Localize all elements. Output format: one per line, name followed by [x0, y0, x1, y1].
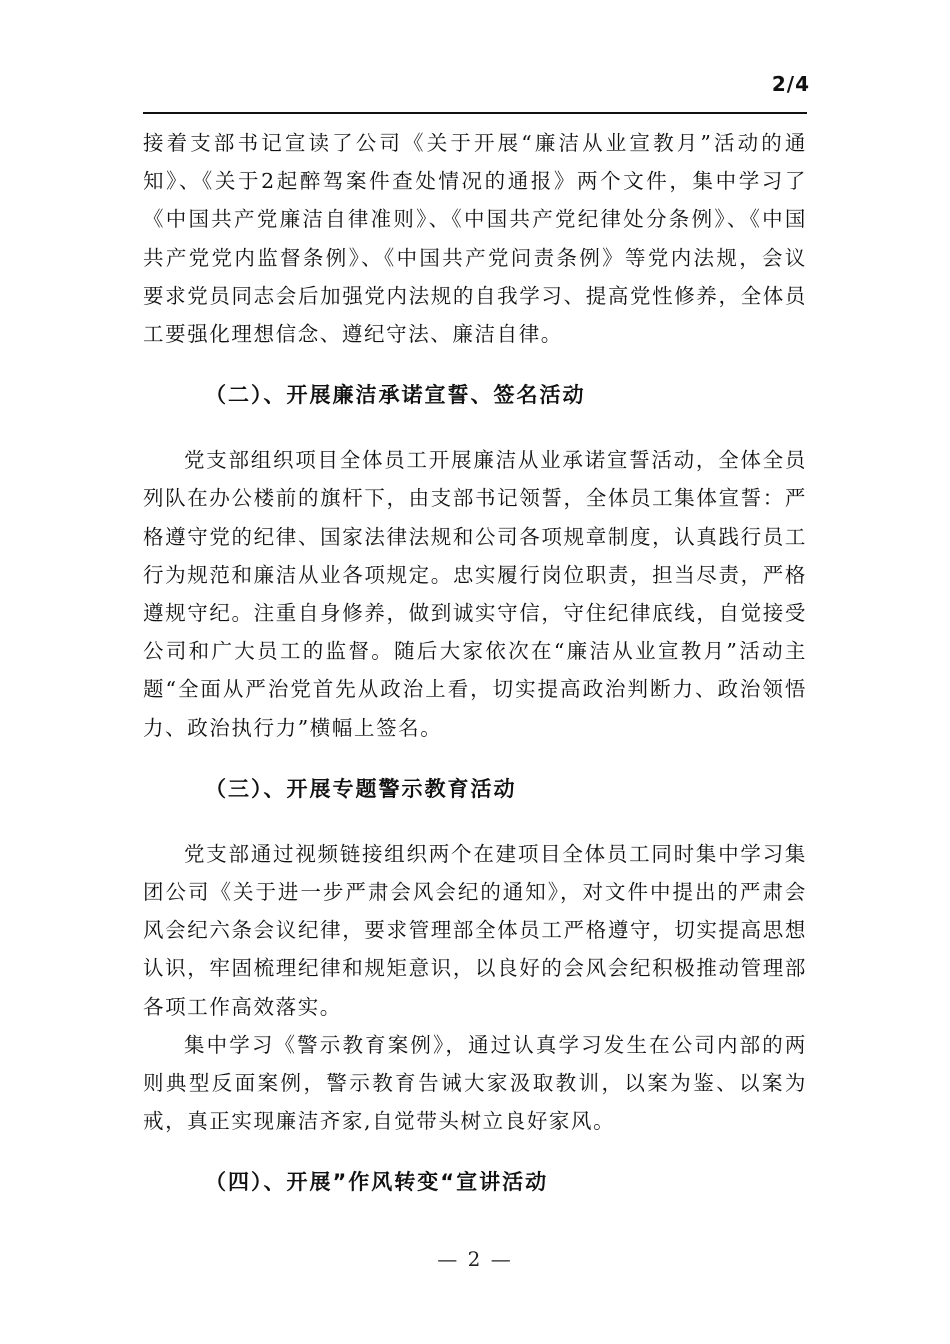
spacer	[143, 415, 807, 441]
header-divider	[143, 112, 807, 114]
section-heading-style-change: （四）、开展”作风转变“宣讲活动	[205, 1170, 549, 1195]
spacer	[143, 1140, 807, 1162]
document-body	[143, 124, 807, 1202]
page-counter: 2/4	[771, 72, 810, 96]
paragraph-video-study: 党支部通过视频链接组织两个在建项目全体员工同时集中学习集团公司《关于进一步严肃会风会纪的通知》，对文件中提出的严肃会风会纪六条会议纪律，要求管理部全体员工严格遵守，切实提高思想认识，牢固梳理纪律和规矩意识，以良好的会风会纪积极推动管理部各项工作高效落实。	[143, 841, 807, 1019]
paragraph-pledge: 党支部组织项目全体员工开展廉洁从业承诺宣誓活动，全体全员列队在办公楼前的旗杆下，由支部书记领誓，全体员工集体宣誓：严格遵守党的纪律、国家法律法规和公司各项规章制度，认真践行员工行为规范和廉洁从业各项规定。忠实履行岗位职责，担当尽责，严格遵规守纪。注重自身修养，做到诚实守信，守住纪律底线，自觉接受公司和广大员工的监督。随后大家依次在“廉洁从业宣教月”活动主题“全面从严治党首先从政治上看，切实提高政治判断力、政治领悟力、政治执行力”横幅上签名。	[143, 448, 807, 740]
spacer	[143, 809, 807, 835]
section-heading-pledge: （二）、开展廉洁承诺宣誓、签名活动	[205, 383, 586, 408]
paragraph-meeting-study: 接着支部书记宣读了公司《关于开展“廉洁从业宣教月”活动的通知》、《关于2起醉驾案件查处情况的通报》两个文件，集中学习了《中国共产党廉洁自律准则》、《中国共产党纪律处分条例》、《中国共产党党内监督条例》、《中国共产党问责条例》等党内法规，会议要求党员同志会后加强党内法规的自我学习、提高党性修养，全体员工要强化理想信念、遵纪守法、廉洁自律。	[143, 131, 807, 347]
paragraph-warning-cases: 集中学习《警示教育案例》，通过认真学习发生在公司内部的两则典型反面案例，警示教育告诫大家汲取教训，以案为鉴、以案为戒，真正实现廉洁齐家,自觉带头树立良好家风。	[143, 1032, 807, 1134]
page-number: — 2 —	[437, 1247, 513, 1271]
section-heading-warning-education: （三）、开展专题警示教育活动	[205, 776, 517, 801]
spacer	[143, 747, 807, 769]
spacer	[143, 353, 807, 375]
